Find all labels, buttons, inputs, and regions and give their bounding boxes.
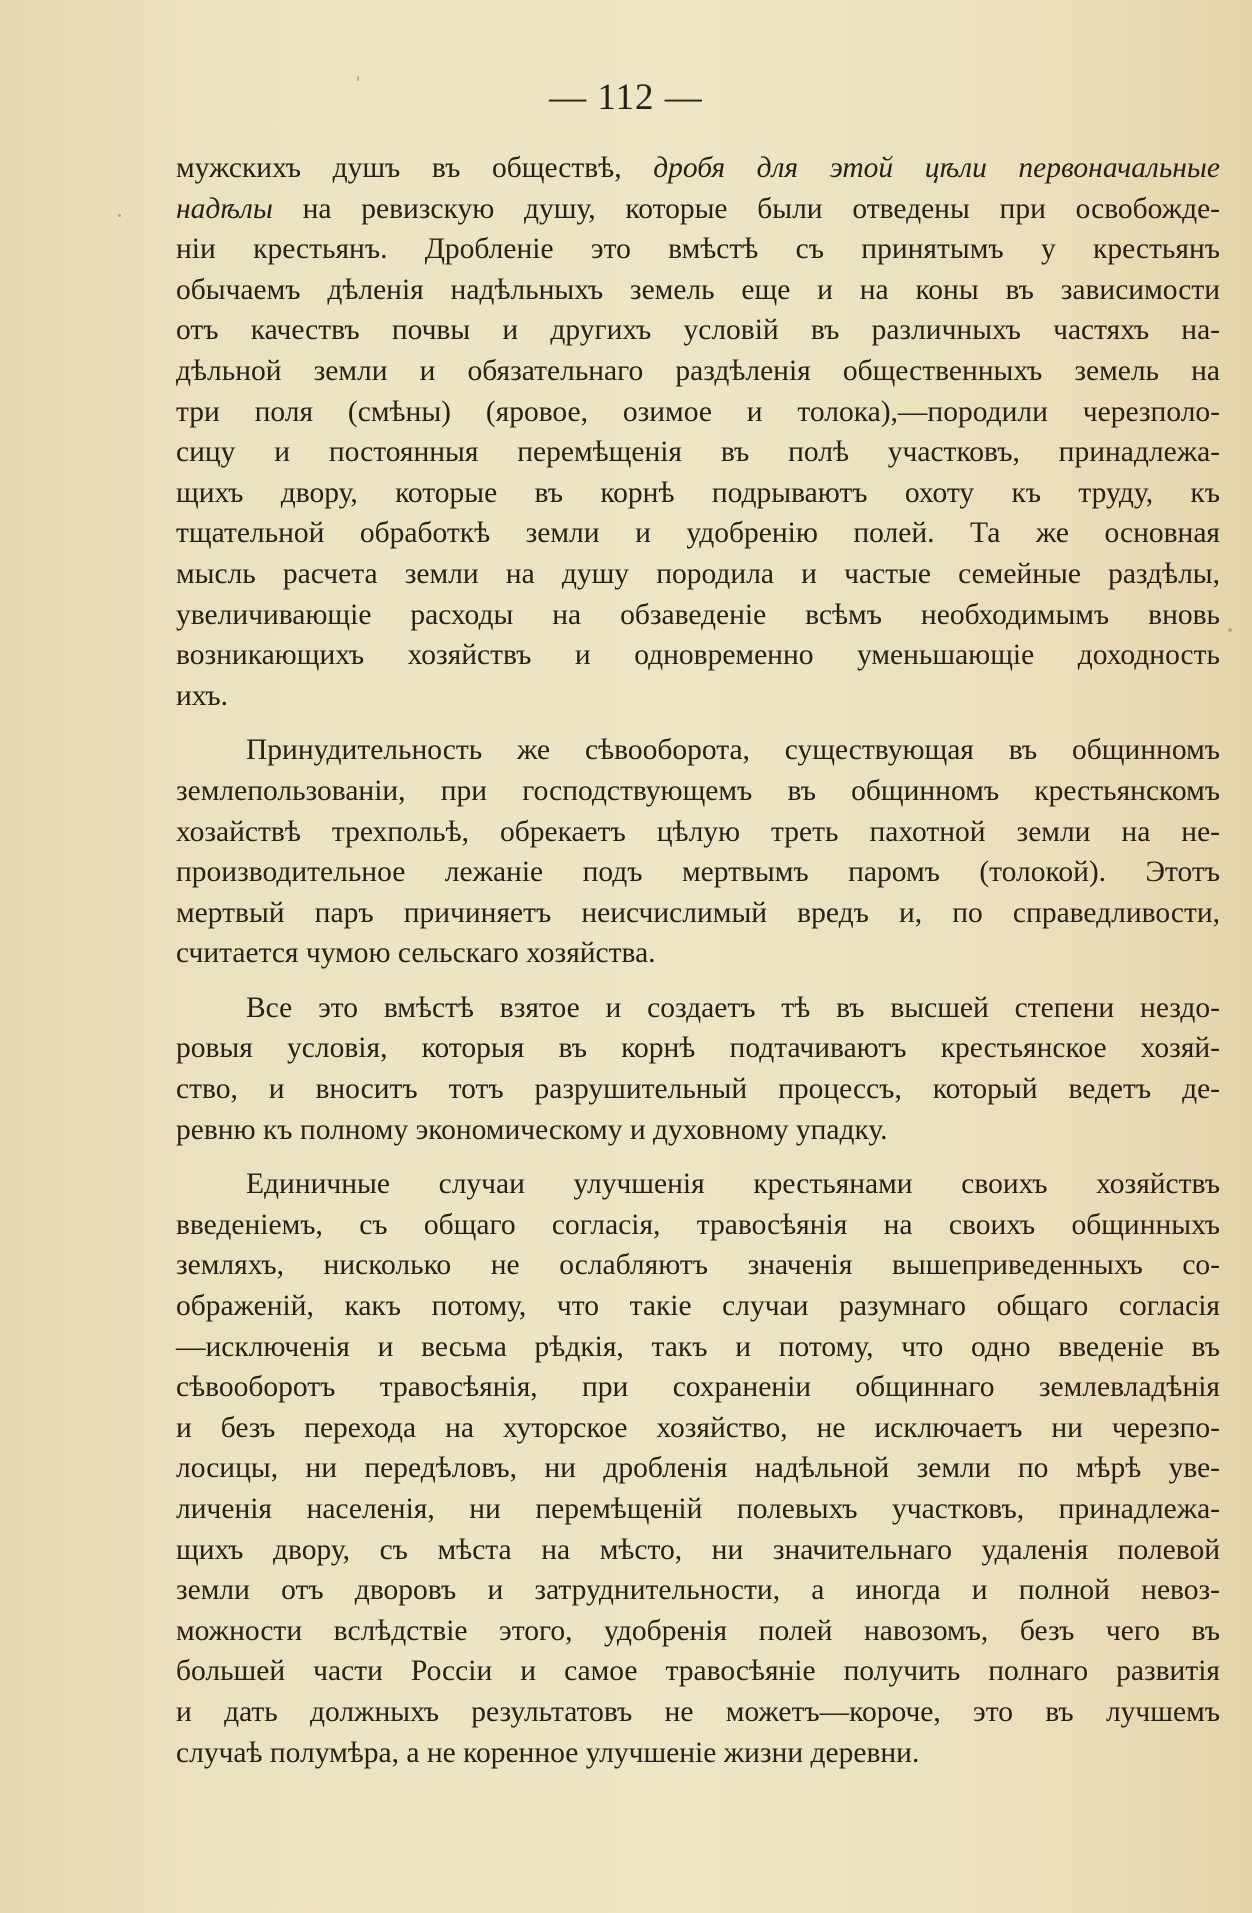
text-line xyxy=(176,1570,1220,1611)
text-segment: тщательной обработкѣ земли и удобренію полей. Та же основная xyxy=(176,517,1220,550)
paragraph xyxy=(176,730,1220,974)
text-line xyxy=(176,730,1220,771)
text-segment: на ревизскую душу, которые были отведены при освобожде- xyxy=(272,192,1220,225)
text-line xyxy=(176,1164,1220,1205)
text-segment: земляхъ, нисколько не ослабляютъ значенія вышеприведенныхъ со- xyxy=(176,1249,1220,1282)
paper-speck xyxy=(357,76,359,81)
text-line xyxy=(176,595,1220,636)
text-segment: мужскихъ душъ въ обществѣ, xyxy=(176,152,654,184)
text-line xyxy=(176,554,1220,595)
text-line xyxy=(176,852,1220,893)
text-line xyxy=(176,1651,1220,1692)
text-line xyxy=(176,148,1220,189)
text-line xyxy=(176,933,1220,974)
text-segment: ніи крестьянъ. Дробленіе это вмѣстѣ съ принятымъ у крестьянъ xyxy=(176,233,1220,266)
text-line xyxy=(176,473,1220,514)
text-segment: щихъ двору, которые въ корнѣ подрываютъ охоту къ труду, къ xyxy=(176,476,1220,509)
text-segment: возникающихъ хозяйствъ и одновременно уменьшающіе доходность xyxy=(176,639,1220,672)
text-line xyxy=(176,513,1220,554)
text-line xyxy=(176,1327,1220,1368)
paragraph xyxy=(176,148,1220,716)
text-segment: Единичные случаи улучшенія крестьянами своихъ хозяйствъ xyxy=(246,1168,1220,1201)
text-segment: сицу и постоянныя перемѣщенія въ полѣ участковъ, принадлежа- xyxy=(176,436,1220,469)
text-line xyxy=(176,432,1220,473)
text-segment: ство, и вноситъ тотъ разрушительный процессъ, который ведетъ де- xyxy=(176,1073,1220,1106)
text-line xyxy=(176,1530,1220,1571)
text-segment: большей части Россіи и самое травосѣяніе получить полнаго развитія xyxy=(176,1655,1220,1688)
text-line xyxy=(176,310,1220,351)
text-line xyxy=(176,988,1220,1029)
text-line xyxy=(176,189,1220,230)
text-segment: Принудительность же сѣвооборота, существующая въ общинномъ xyxy=(246,734,1220,767)
text-segment: хозайствѣ трехпольѣ, обрекаетъ цѣлую треть пахотной земли на не- xyxy=(176,815,1220,848)
text-segment: лосицы, ни передѣловъ, ни дробленія надѣльной земли по мѣрѣ уве- xyxy=(176,1452,1220,1485)
text-segment: Все это вмѣстѣ взятое и создаетъ тѣ въ высшей степени нездо- xyxy=(246,991,1220,1024)
text-line xyxy=(176,229,1220,270)
text-line xyxy=(176,1286,1220,1327)
text-segment: и дать должныхъ результатовъ не можетъ—короче, это въ лучшемъ xyxy=(176,1695,1220,1728)
paragraph xyxy=(176,1164,1220,1773)
text-line xyxy=(176,1028,1220,1069)
text-segment: ихъ. xyxy=(176,679,229,712)
text-segment: —исключенія и весьма рѣдкія, такъ и потому, что одно введеніе въ xyxy=(176,1330,1220,1363)
text-line xyxy=(176,771,1220,812)
paper-speck xyxy=(118,214,121,217)
text-segment: ревню къ полному экономическому и духовному упадку. xyxy=(176,1113,888,1146)
text-segment: личенія населенія, ни перемѣщеній полевыхъ участковъ, принадлежа- xyxy=(176,1493,1220,1525)
text-segment: земли отъ дворовъ и затруднительности, а иногда и полной невоз- xyxy=(176,1574,1220,1607)
text-segment: ровыя условія, которыя въ корнѣ подтачиваютъ крестьянское хозяй- xyxy=(176,1032,1220,1065)
text-line xyxy=(176,893,1220,934)
text-segment: производительное лежаніе подъ мертвымъ паромъ (толокой). Этотъ xyxy=(176,856,1220,889)
text-segment: сѣвооборотъ травосѣянія, при сохраненіи общиннаго землевладѣнія xyxy=(176,1371,1220,1404)
text-line xyxy=(176,1069,1220,1110)
italic-text-segment: надѣлы xyxy=(176,192,273,225)
text-line xyxy=(176,351,1220,392)
text-segment: введеніемъ, съ общаго согласія, травосѣянія на своихъ общинныхъ xyxy=(176,1208,1220,1241)
text-segment: случаѣ полумѣра, а не коренное улучшеніе жизни деревни. xyxy=(176,1736,920,1769)
text-segment: мертвый паръ причиняетъ неисчислимый вредъ и, по справедливости, xyxy=(176,896,1220,929)
text-line xyxy=(176,635,1220,676)
text-segment: отъ качествъ почвы и другихъ условій въ различныхъ частяхъ на- xyxy=(176,314,1220,347)
page-number: — 112 — xyxy=(549,77,703,118)
text-line xyxy=(176,1733,1220,1774)
text-line xyxy=(176,392,1220,433)
text-segment: увеличивающіе расходы на обзаведеніе всѣмъ необходимымъ вновь xyxy=(176,598,1220,631)
text-segment: можности вслѣдствіе этого, удобренія полей навозомъ, безъ чего въ xyxy=(176,1614,1220,1647)
text-line xyxy=(176,676,1220,717)
text-line xyxy=(176,1205,1220,1246)
text-segment: дѣльной земли и обязательнаго раздѣленія общественныхъ земель на xyxy=(176,354,1220,387)
text-line xyxy=(176,1448,1220,1489)
text-segment: три поля (смѣны) (яровое, озимое и толока),—породили черезполо- xyxy=(176,395,1220,428)
text-segment: считается чумою сельскаго хозяйства. xyxy=(176,937,656,970)
text-line xyxy=(176,1245,1220,1286)
text-line xyxy=(176,812,1220,853)
text-segment: ображеній, какъ потому, что такіе случаи разумнаго общаго согласія xyxy=(176,1290,1220,1323)
text-line xyxy=(176,270,1220,311)
text-segment: щихъ двору, съ мѣста на мѣсто, ни значительнаго удаленія полевой xyxy=(176,1533,1220,1566)
text-segment: и безъ перехода на хуторское хозяйство, не исключаетъ ни черезпо- xyxy=(176,1411,1220,1444)
text-segment: землепользованіи, при господствующемъ въ общинномъ крестьянскомъ xyxy=(176,774,1220,807)
italic-text-segment: дробя для этой цѣли первоначальные xyxy=(653,152,1220,184)
text-line xyxy=(176,1611,1220,1652)
text-line xyxy=(176,1367,1220,1408)
text-line xyxy=(176,1110,1220,1151)
paragraph xyxy=(176,988,1220,1150)
text-line xyxy=(176,1408,1220,1449)
text-segment: обычаемъ дѣленія надѣльныхъ земель еще и на коны въ зависимости xyxy=(176,273,1220,306)
body-text xyxy=(176,148,1220,1787)
text-segment: мысль расчета земли на душу породила и частые семейные раздѣлы, xyxy=(176,557,1220,590)
text-line xyxy=(176,1692,1220,1733)
text-line xyxy=(176,1489,1220,1530)
paper-speck xyxy=(1228,628,1232,632)
